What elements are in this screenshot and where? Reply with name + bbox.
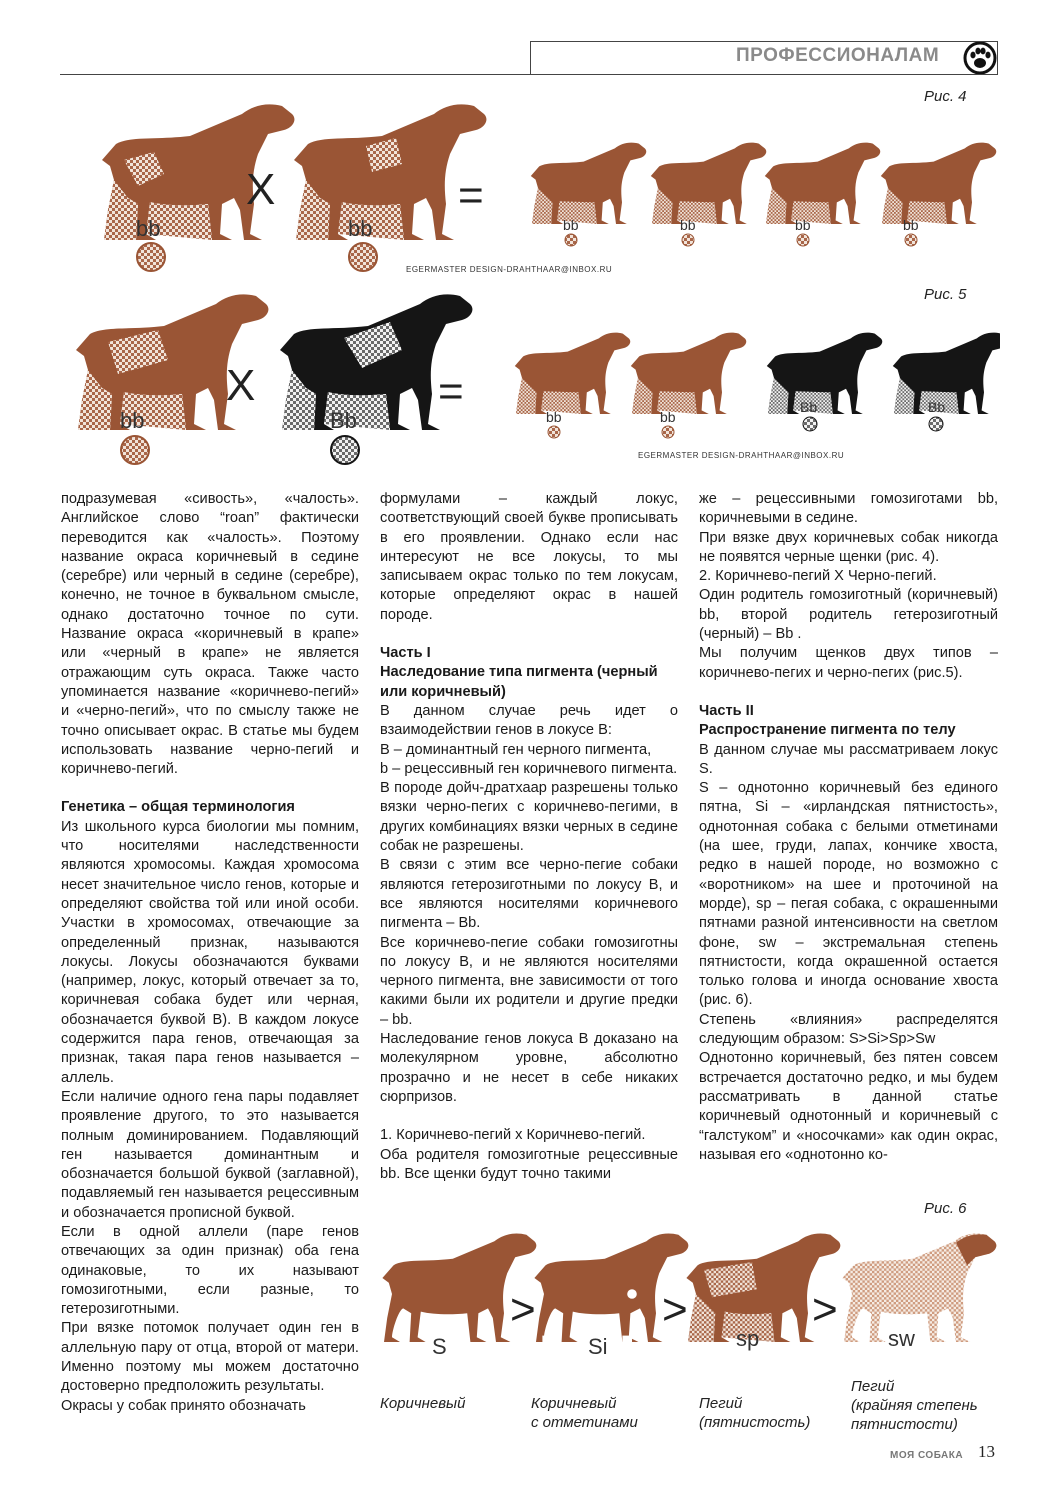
paragraph: Однотонно коричневый, без пятен совсем встречается достаточно редко, и мы будем рассматривать в данной статье коричневый однотонный и коричневый с “галстуком” и «носочками» как один окрас, называя его «однотонно ко- <box>699 1050 998 1163</box>
page-number: 13 <box>978 1442 995 1461</box>
spacer <box>61 779 359 798</box>
section-heading: Распространение пигмента по телу <box>699 722 956 739</box>
paragraph: При вязке двух коричневых собак никогда не появятся черные щенки (рис. 4). <box>699 529 998 565</box>
text-column-1 <box>61 490 359 1416</box>
paragraph: Из школьного курса биологии мы помним, что носителями наследственности являются хромосомы. Каждая хромосома несет значительное число генов, которые и определяют свойства той или иной особи. Участки в хромосомах, отвечающие за определенный признак, называются локусы. Локусы обозначаются буквами (например, локус, который отвечает за то, коричневая собака будет или черная, обозначается буквой В). В каждом локусе содержится пара генов, отвечающая за признак, такая пара генов называется – аллель. <box>61 818 359 1086</box>
fig6-label-2: Коричневый с отметинами <box>531 1395 638 1431</box>
section-title: ПРОФЕССИОНАЛАМ <box>736 45 940 66</box>
paw-icon <box>963 42 997 74</box>
spacer <box>699 683 998 702</box>
fig5-caption: Рис. 5 <box>924 286 967 303</box>
fig4-offspring-4-genotype: bb <box>903 217 919 233</box>
paragraph: подразумевая «сивость», «чалость». Английское слово “roan” фактически переводится как «чалость». Поэтому название окраса коричневый в седине (серебре) или черный в седине (серебре), конечно, не точное в буквальном смысле, однако достаточно точное по сути. Название окраса «коричневый в крапе» или «черный в крапе» не является отражающим суть окраса. Также часто упоминается название «коричнево-пегий» и «черно-пегий», что по смыслу также не точно описывает окрас. В статье мы будем использовать название черно-пегий и коричнево-пегий. <box>61 491 359 778</box>
paragraph: 1. Коричнево-пегий х Коричнево-пегий. <box>380 1127 646 1144</box>
paragraph: Наследование генов локуса В доказано на молекулярном уровне, абсолютно прозрачно и не несет в себе никаких сюрпризов. <box>380 1031 678 1105</box>
fig6-caption: Рис. 6 <box>924 1200 967 1217</box>
fig5-offspring-1-genotype: bb <box>546 409 562 425</box>
fig6-label-4: Пегий (крайняя степень пятнистости) <box>851 1378 978 1433</box>
fig6-genotype-sw: sw <box>888 1326 915 1351</box>
fig6-illustration <box>376 1228 1000 1378</box>
fig6-label-1: Коричневый <box>380 1395 466 1412</box>
fig6-label-3: Пегий (пятнистость) <box>699 1395 811 1431</box>
fig5-parent2-allele-icon <box>331 436 359 464</box>
fig6-gt-2: > <box>662 1285 688 1334</box>
paragraph: Оба родителя гомозиготные рецессивные bb. Все щенки будут точно такими <box>380 1146 678 1182</box>
paragraph: Если в одной аллели (паре генов отвечающих за один признак) оба гена одинаковые, то их называют гомозиготными, если разные, то гетерозиготными. <box>61 1223 359 1318</box>
paragraph: b – рецессивный ген коричневого пигмента. <box>380 760 678 777</box>
paragraph: В данном случае мы рассматриваем локус S. <box>699 741 998 777</box>
fig5-offspring-4-genotype: Bb <box>928 399 946 415</box>
spacer <box>380 625 678 644</box>
fig5-offspring-2-genotype: bb <box>660 409 676 425</box>
paragraph: При вязке потомок получает один ген в аллельную пару от отца, второй от матери. Именно поэтому мы можем достаточно достоверно предположить результаты. <box>61 1320 359 1395</box>
fig4-parent2-allele-icon <box>349 243 377 271</box>
fig6-genotype-sp: sp <box>736 1326 760 1351</box>
paragraph: Окрасы у собак принято обозначать <box>61 1397 306 1414</box>
fig4-offspring-2-genotype: bb <box>680 217 696 233</box>
section-heading: Часть II <box>699 702 754 719</box>
fig5-illustration <box>60 290 1000 480</box>
paragraph: S – однотонно коричневый без единого пятна, Si – «ирландская пятнистость», однотонная собака с белыми отметинами (на шее, груди, лапах, кончике хвоста, редко в нашей породе, но возможно с «воротником» на шее и проточиной на морде), sp – пегая собака, с окрашенными пятнами разной интенсивности на светлом фоне, sw – экстремальная степень пятнистости, когда окрашенной остается только голова и иногда основание хвоста (рис. 6). <box>699 780 998 1009</box>
paragraph: Мы получим щенков двух типов – коричнево-пегих и черно-пегих (рис.5). <box>699 645 998 681</box>
fig4-illustration <box>60 100 1000 280</box>
paragraph: 2. Коричнево-пегий Х Черно-пегий. <box>699 568 937 585</box>
paragraph: Если наличие одного гена пары подавляет проявление другого, то это называется полным доминированием. Подавляющий ген называется доминантным и обозначается большой буквой (заглавной), подавляемый ген называется рецессивным и обозначается прописной буквой. <box>61 1088 359 1221</box>
paragraph: Все коричнево-пегие собаки гомозиготны по локусу В, и не являются носителями черного пигмента, вне зависимости от того какими были их родители и другие предки – bb. <box>380 934 678 1028</box>
fig5-parent1-allele-icon <box>121 436 149 464</box>
fig4-credit: EGERMASTER DESIGN-DRAHTHAAR@INBOX.RU <box>406 265 613 274</box>
section-heading: Генетика – общая терминология <box>61 799 295 816</box>
paragraph: Степень «влияния» распределятся следующим образом: S>Si>Sp>Sw <box>699 1011 998 1048</box>
fig4-caption: Рис. 4 <box>924 88 967 105</box>
section-heading: Наследование типа пигмента (черный или коричневый) <box>380 664 658 700</box>
header-rule <box>60 74 530 75</box>
text-column-3 <box>699 490 998 1165</box>
paragraph: В связи с этим все черно-пегие собаки являются гетерозиготными по локусу В, и все являются носителями коричневого пигмента – Bb. <box>380 857 678 932</box>
fig4-parent2-genotype: bb <box>348 216 373 241</box>
fig5-equals: = <box>438 367 464 416</box>
fig4-parent1-genotype: bb <box>136 216 161 241</box>
fig6-gt-3: > <box>812 1285 838 1334</box>
paragraph: формулами – каждый локус, соответствующий своей букве прописывать в его проявлении. Однако если нас интересуют не все локусы, то мы записываем окрас только по тем локусам, которые определяют окрас в нашей породе. <box>380 491 678 623</box>
fig4-offspring-1-genotype: bb <box>563 217 579 233</box>
fig4-parent1-allele-icon <box>137 243 165 271</box>
fig5-offspring-3-genotype: Bb <box>800 399 818 415</box>
fig5-times: X <box>226 361 256 410</box>
fig6-genotype-S: S <box>432 1334 447 1359</box>
spacer <box>380 1107 678 1126</box>
fig4-equals: = <box>458 171 484 220</box>
paragraph: Один родитель гомозиготный (коричневый) bb, второй родитель гетерозиготный (черный) – Bb . <box>699 587 998 643</box>
fig4-offspring-3-genotype: bb <box>795 217 811 233</box>
paragraph: же – рецессивными гомозиготами bb, коричневыми в седине. <box>699 491 998 527</box>
fig6-gt-1: > <box>510 1285 536 1334</box>
fig5-parent1-genotype: bb <box>120 408 145 433</box>
paragraph: В данном случае речь идет о взаимодействии генов в локусе В: <box>380 702 678 739</box>
section-heading: Часть I <box>380 645 431 662</box>
paragraph: В породе дойч-дратхаар разрешены только вязки черно-пегих с коричнево-пегими, в других комбинациях вязки черных в седине собак не разрешены. <box>380 780 678 855</box>
text-column-2 <box>380 490 678 1184</box>
fig4-times: X <box>246 165 276 214</box>
fig6-genotype-Si: Si <box>588 1334 608 1359</box>
paragraph: В – доминантный ген черного пигмента, <box>380 741 652 758</box>
fig5-parent2-genotype: Bb <box>330 408 357 433</box>
fig5-credit: EGERMASTER DESIGN-DRAHTHAAR@INBOX.RU <box>638 451 845 460</box>
footer-magazine: МОЯ СОБАКА <box>890 1450 964 1461</box>
